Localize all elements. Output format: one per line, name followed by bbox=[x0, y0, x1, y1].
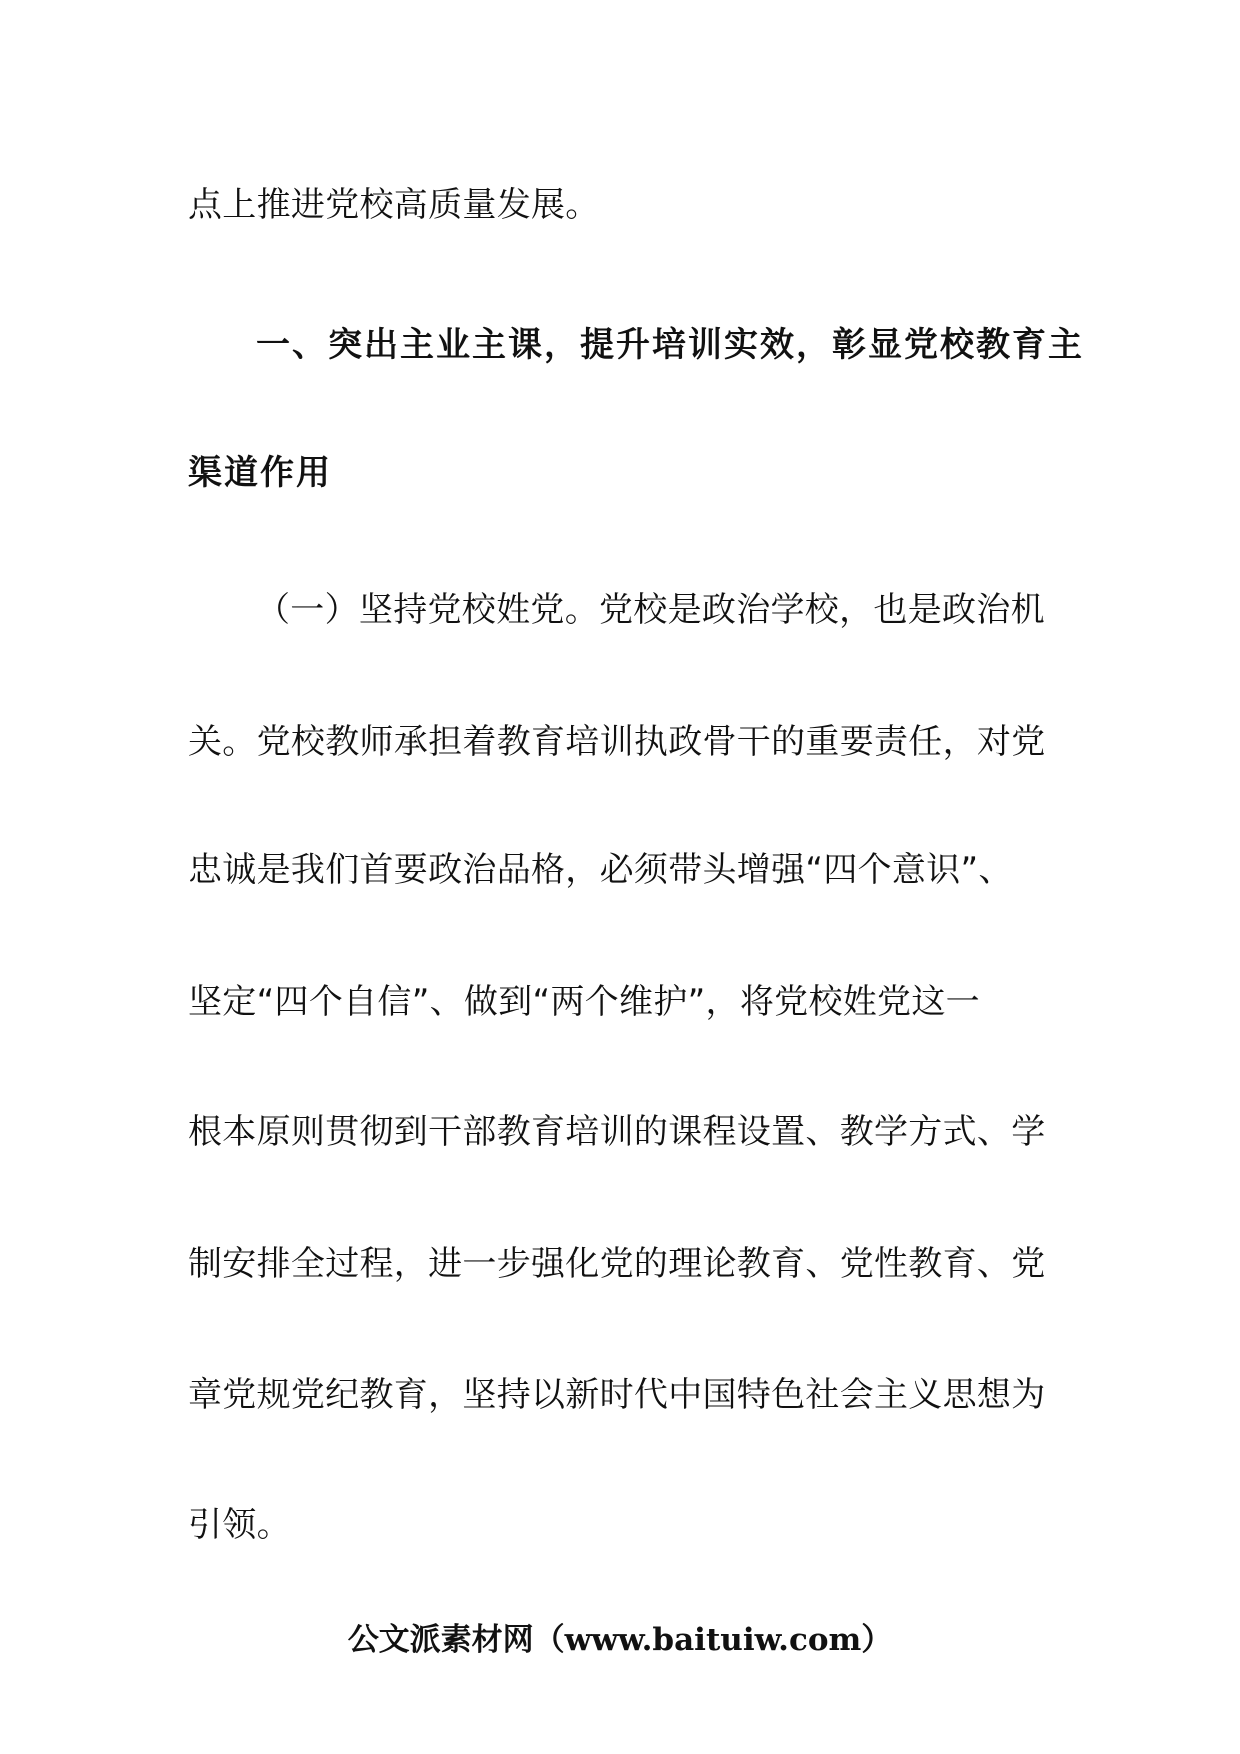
paragraph-line: 制安排全过程，进一步强化党的理论教育、党性教育、党 bbox=[188, 1244, 1046, 1284]
section-heading: 一、突出主业主课，提升培训实效，彰显党校教育主 bbox=[256, 325, 1084, 365]
paragraph-line: 关。党校教师承担着教育培训执政骨干的重要责任，对党 bbox=[188, 722, 1046, 762]
paragraph-line: 引领。 bbox=[188, 1505, 291, 1545]
paragraph-line: （一）坚持党校姓党。党校是政治学校，也是政治机 bbox=[256, 590, 1045, 630]
section-heading-continued: 渠道作用 bbox=[188, 453, 332, 493]
footer-watermark: 公文派素材网（www.baituiw.com） bbox=[347, 1622, 893, 1658]
paragraph-line: 根本原则贯彻到干部教育培训的课程设置、教学方式、学 bbox=[188, 1112, 1046, 1152]
paragraph-line: 坚定“四个自信”、做到“两个维护”，将党校姓党这一 bbox=[188, 982, 980, 1022]
paragraph-line: 点上推进党校高质量发展。 bbox=[188, 185, 600, 225]
paragraph-line: 章党规党纪教育，坚持以新时代中国特色社会主义思想为 bbox=[188, 1375, 1046, 1415]
paragraph-line: 忠诚是我们首要政治品格，必须带头增强“四个意识”、 bbox=[188, 850, 1013, 890]
